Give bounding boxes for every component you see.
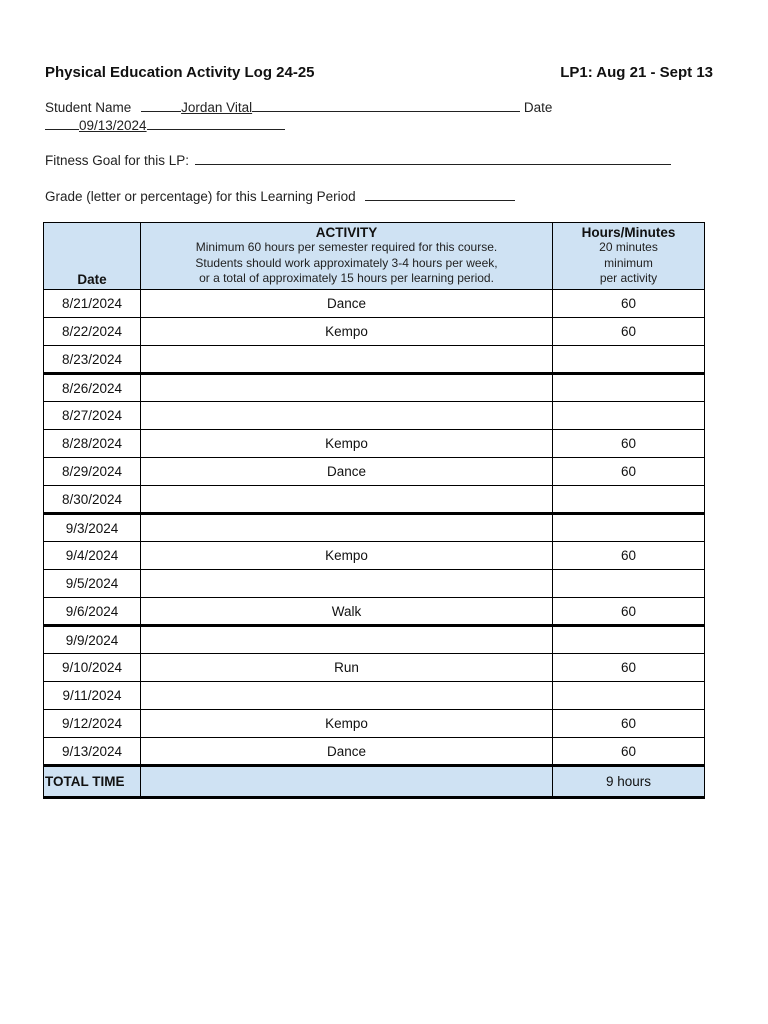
row-minutes	[553, 682, 705, 710]
table-row	[44, 654, 705, 682]
row-activity	[141, 402, 553, 430]
activity-header-title: ACTIVITY	[315, 225, 378, 241]
row-date: 9/5/2024	[44, 570, 141, 598]
date-label: Date	[523, 100, 553, 115]
hours-header-note-1: 20 minutes	[599, 240, 658, 255]
row-activity: Dance	[141, 458, 553, 486]
row-minutes: 60	[553, 458, 705, 486]
grade-label: Grade (letter or percentage) for this Learning Period	[45, 189, 356, 204]
row-minutes: 60	[553, 738, 705, 766]
row-minutes: 60	[553, 290, 705, 318]
table-row	[44, 542, 705, 570]
activity-log-table	[43, 222, 705, 799]
date-blank-trail	[147, 117, 285, 130]
fitness-goal-blank	[195, 152, 671, 165]
row-activity: Kempo	[141, 542, 553, 570]
row-activity	[141, 682, 553, 710]
row-date: 8/23/2024	[44, 346, 141, 374]
total-activity-cell	[141, 766, 553, 798]
row-minutes: 60	[553, 598, 705, 626]
hours-column-header	[553, 223, 705, 290]
row-date: 8/30/2024	[44, 486, 141, 514]
row-minutes: 60	[553, 654, 705, 682]
row-minutes	[553, 514, 705, 542]
row-activity: Walk	[141, 598, 553, 626]
row-minutes	[553, 486, 705, 514]
student-name-label: Student Name	[45, 100, 132, 115]
row-date: 8/28/2024	[44, 430, 141, 458]
table-row	[44, 514, 705, 542]
row-activity: Dance	[141, 290, 553, 318]
total-time-label: TOTAL TIME	[44, 766, 141, 798]
date-blank-lead	[45, 117, 79, 130]
row-date: 8/21/2024	[44, 290, 141, 318]
row-minutes	[553, 374, 705, 402]
hours-header-note-3: per activity	[599, 271, 658, 286]
row-date: 9/3/2024	[44, 514, 141, 542]
row-activity	[141, 374, 553, 402]
table-row	[44, 598, 705, 626]
row-date: 9/9/2024	[44, 626, 141, 654]
row-date: 9/13/2024	[44, 738, 141, 766]
row-activity: Dance	[141, 738, 553, 766]
row-minutes: 60	[553, 710, 705, 738]
student-name-line	[45, 99, 552, 115]
row-minutes: 60	[553, 542, 705, 570]
table-row	[44, 626, 705, 654]
fitness-goal-line	[45, 152, 671, 168]
row-date: 8/26/2024	[44, 374, 141, 402]
date-line	[45, 117, 285, 133]
table-row	[44, 486, 705, 514]
row-minutes: 60	[553, 430, 705, 458]
table-header-row	[44, 223, 705, 290]
row-activity	[141, 346, 553, 374]
table-row	[44, 710, 705, 738]
row-minutes: 60	[553, 318, 705, 346]
table-row	[44, 738, 705, 766]
row-date: 8/29/2024	[44, 458, 141, 486]
row-activity: Kempo	[141, 430, 553, 458]
total-time-value: 9 hours	[553, 766, 705, 798]
table-row	[44, 402, 705, 430]
row-activity	[141, 514, 553, 542]
table-row	[44, 570, 705, 598]
learning-period-range: LP1: Aug 21 - Sept 13	[560, 64, 713, 81]
fitness-goal-label: Fitness Goal for this LP:	[45, 153, 190, 168]
row-activity: Kempo	[141, 318, 553, 346]
grade-blank	[365, 188, 515, 201]
row-minutes	[553, 346, 705, 374]
table-row	[44, 682, 705, 710]
activity-column-header	[141, 223, 553, 290]
student-name-value: Jordan Vital	[181, 100, 253, 115]
date-value: 09/13/2024	[79, 118, 147, 133]
table-row	[44, 430, 705, 458]
document-header	[45, 64, 713, 84]
hours-header-note-2: minimum	[604, 255, 653, 270]
row-minutes	[553, 570, 705, 598]
total-row	[44, 766, 705, 798]
row-minutes	[553, 626, 705, 654]
row-activity	[141, 486, 553, 514]
hours-header-title: Hours/Minutes	[581, 225, 676, 241]
row-date: 9/11/2024	[44, 682, 141, 710]
table-row	[44, 374, 705, 402]
activity-header-note-1: Minimum 60 hours per semester required for this course.	[195, 240, 498, 255]
row-date: 8/22/2024	[44, 318, 141, 346]
name-blank-lead	[141, 99, 181, 112]
row-activity: Run	[141, 654, 553, 682]
row-activity	[141, 626, 553, 654]
row-date: 9/10/2024	[44, 654, 141, 682]
row-activity	[141, 570, 553, 598]
date-column-header: Date	[44, 223, 141, 290]
table-row	[44, 458, 705, 486]
document-title: Physical Education Activity Log 24-25	[45, 64, 315, 81]
grade-line	[45, 188, 515, 204]
table-row	[44, 346, 705, 374]
row-minutes	[553, 402, 705, 430]
activity-header-note-2: Students should work approximately 3-4 hours per week,	[195, 255, 498, 270]
table-row	[44, 290, 705, 318]
row-date: 9/4/2024	[44, 542, 141, 570]
row-date: 9/6/2024	[44, 598, 141, 626]
name-blank-trail	[252, 99, 520, 112]
activity-header-note-3: or a total of approximately 15 hours per learning period.	[199, 271, 494, 286]
row-date: 8/27/2024	[44, 402, 141, 430]
row-activity: Kempo	[141, 710, 553, 738]
row-date: 9/12/2024	[44, 710, 141, 738]
table-row	[44, 318, 705, 346]
